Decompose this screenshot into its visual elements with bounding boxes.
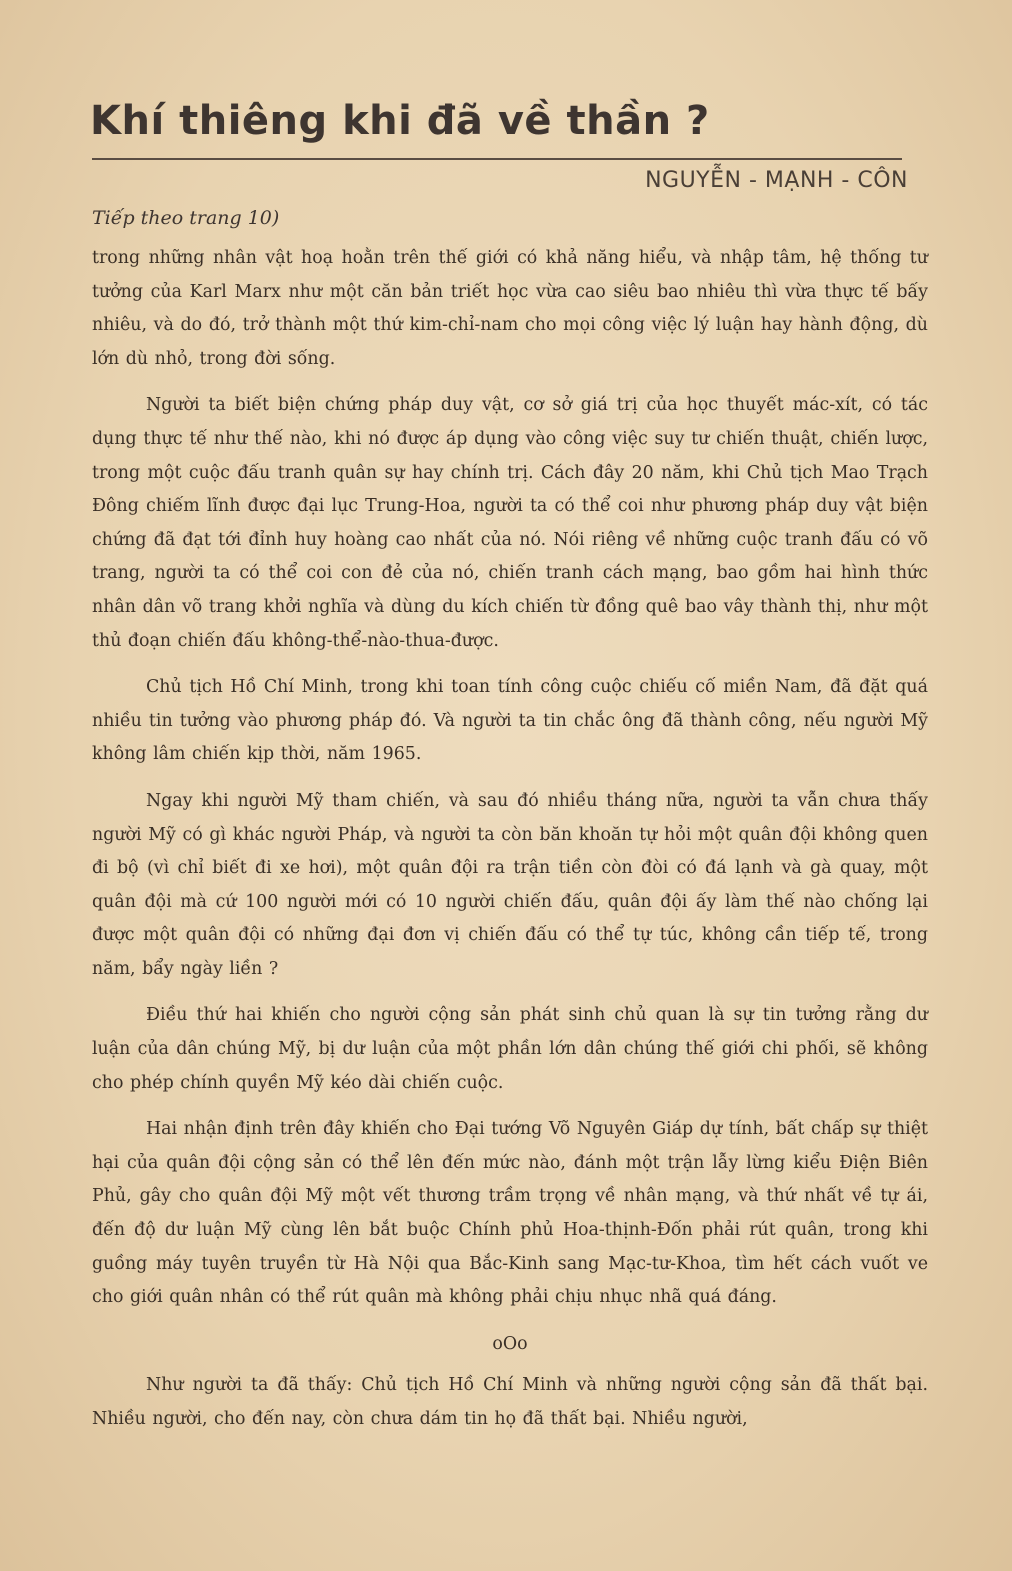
paragraph: Chủ tịch Hồ Chí Minh, trong khi toan tính công cuộc chiếu cố miền Nam, đã đặt quá nhiều tin tưởng vào phương pháp đó. Và người ta tin chắc ông đã thành công, nếu người Mỹ không lâm chiến kịp thời, năm 1965. — [92, 677, 928, 765]
title-rule — [92, 158, 902, 160]
article-author: NGUYỄN - MẠNH - CÔN — [645, 168, 908, 193]
paragraph: Như người ta đã thấy: Chủ tịch Hồ Chí Minh và những người cộng sản đã thất bại. Nhiều người, cho đến nay, còn chưa dám tin họ đã thất bại. Nhiều người, — [92, 1375, 928, 1429]
paragraph: Hai nhận định trên đây khiến cho Đại tướng Võ Nguyên Giáp dự tính, bất chấp sự thiệt hại của quân đội cộng sản có thể lên đến mức nào, đánh một trận lẫy lừng kiểu Điện Biên Phủ, gây cho quân đội Mỹ một vết thương trầm trọng về nhân mạng, và thứ nhất về tự ái, đến độ dư luận Mỹ cùng lên bắt buộc Chính phủ Hoa-thịnh-Đốn phải rút quân, trong khi guồng máy tuyên truyền từ Hà Nội qua Bắc-Kinh sang Mạc-tư-Khoa, tìm hết cách vuốt ve cho giới quân nhân có thể rút quân mà không phải chịu nhục nhã quá đáng. — [92, 1119, 928, 1308]
paragraph: Điều thứ hai khiến cho người cộng sản phát sinh chủ quan là sự tin tưởng rằng dư luận của dân chúng Mỹ, bị dư luận của một phần lớn dân chúng thế giới chi phối, sẽ không cho phép chính quyền Mỹ kéo dài chiến cuộc. — [92, 1005, 928, 1093]
paragraph: Người ta biết biện chứng pháp duy vật, cơ sở giá trị của học thuyết mác-xít, có tác dụng thực tế như thế nào, khi nó được áp dụng vào công việc suy tư chiến thuật, chiến lược, trong một cuộc đấu tranh quân sự hay chính trị. Cách đây 20 năm, khi Chủ tịch Mao Trạch Đông chiếm lĩnh được đại lục Trung-Hoa, người ta có thể coi như phương pháp duy vật biện chứng đã đạt tới đỉnh huy hoàng cao nhất của nó. Nói riêng về những cuộc tranh đấu có võ trang, người ta có thể coi con đẻ của nó, chiến tranh cách mạng, bao gồm hai hình thức nhân dân võ trang khởi nghĩa và dùng du kích chiến từ đồng quê bao vây thành thị, như một thủ đoạn chiến đấu không-thể-nào-thua-được. — [92, 395, 928, 651]
article-body — [92, 242, 928, 1450]
section-separator: oOo — [492, 1333, 528, 1354]
continued-from-note: Tiếp theo trang 10) — [92, 207, 280, 229]
article-title: Khí thiêng khi đã về thần ? — [90, 98, 710, 144]
paragraph: Ngay khi người Mỹ tham chiến, và sau đó nhiều tháng nữa, người ta vẫn chưa thấy người Mỹ có gì khác người Pháp, và người ta còn băn khoăn tự hỏi một quân đội không quen đi bộ (vì chỉ biết đi xe hơi), một quân đội ra trận tiền còn đòi có đá lạnh và gà quay, một quân đội mà cứ 100 người mới có 10 người chiến đấu, quân đội ấy làm thế nào chống lại được một quân đội có những đại đơn vị chiến đấu có thể tự túc, không cần tiếp tế, trong năm, bẩy ngày liền ? — [92, 790, 928, 979]
paragraph: trong những nhân vật hoạ hoằn trên thế giới có khả năng hiểu, và nhập tâm, hệ thống tư tưởng của Karl Marx như một căn bản triết học vừa cao siêu bao nhiêu thì vừa thực tế bấy nhiêu, và do đó, trở thành một thứ kim-chỉ-nam cho mọi công việc lý luận hay hành động, dù lớn dù nhỏ, trong đời sống. — [92, 248, 928, 369]
